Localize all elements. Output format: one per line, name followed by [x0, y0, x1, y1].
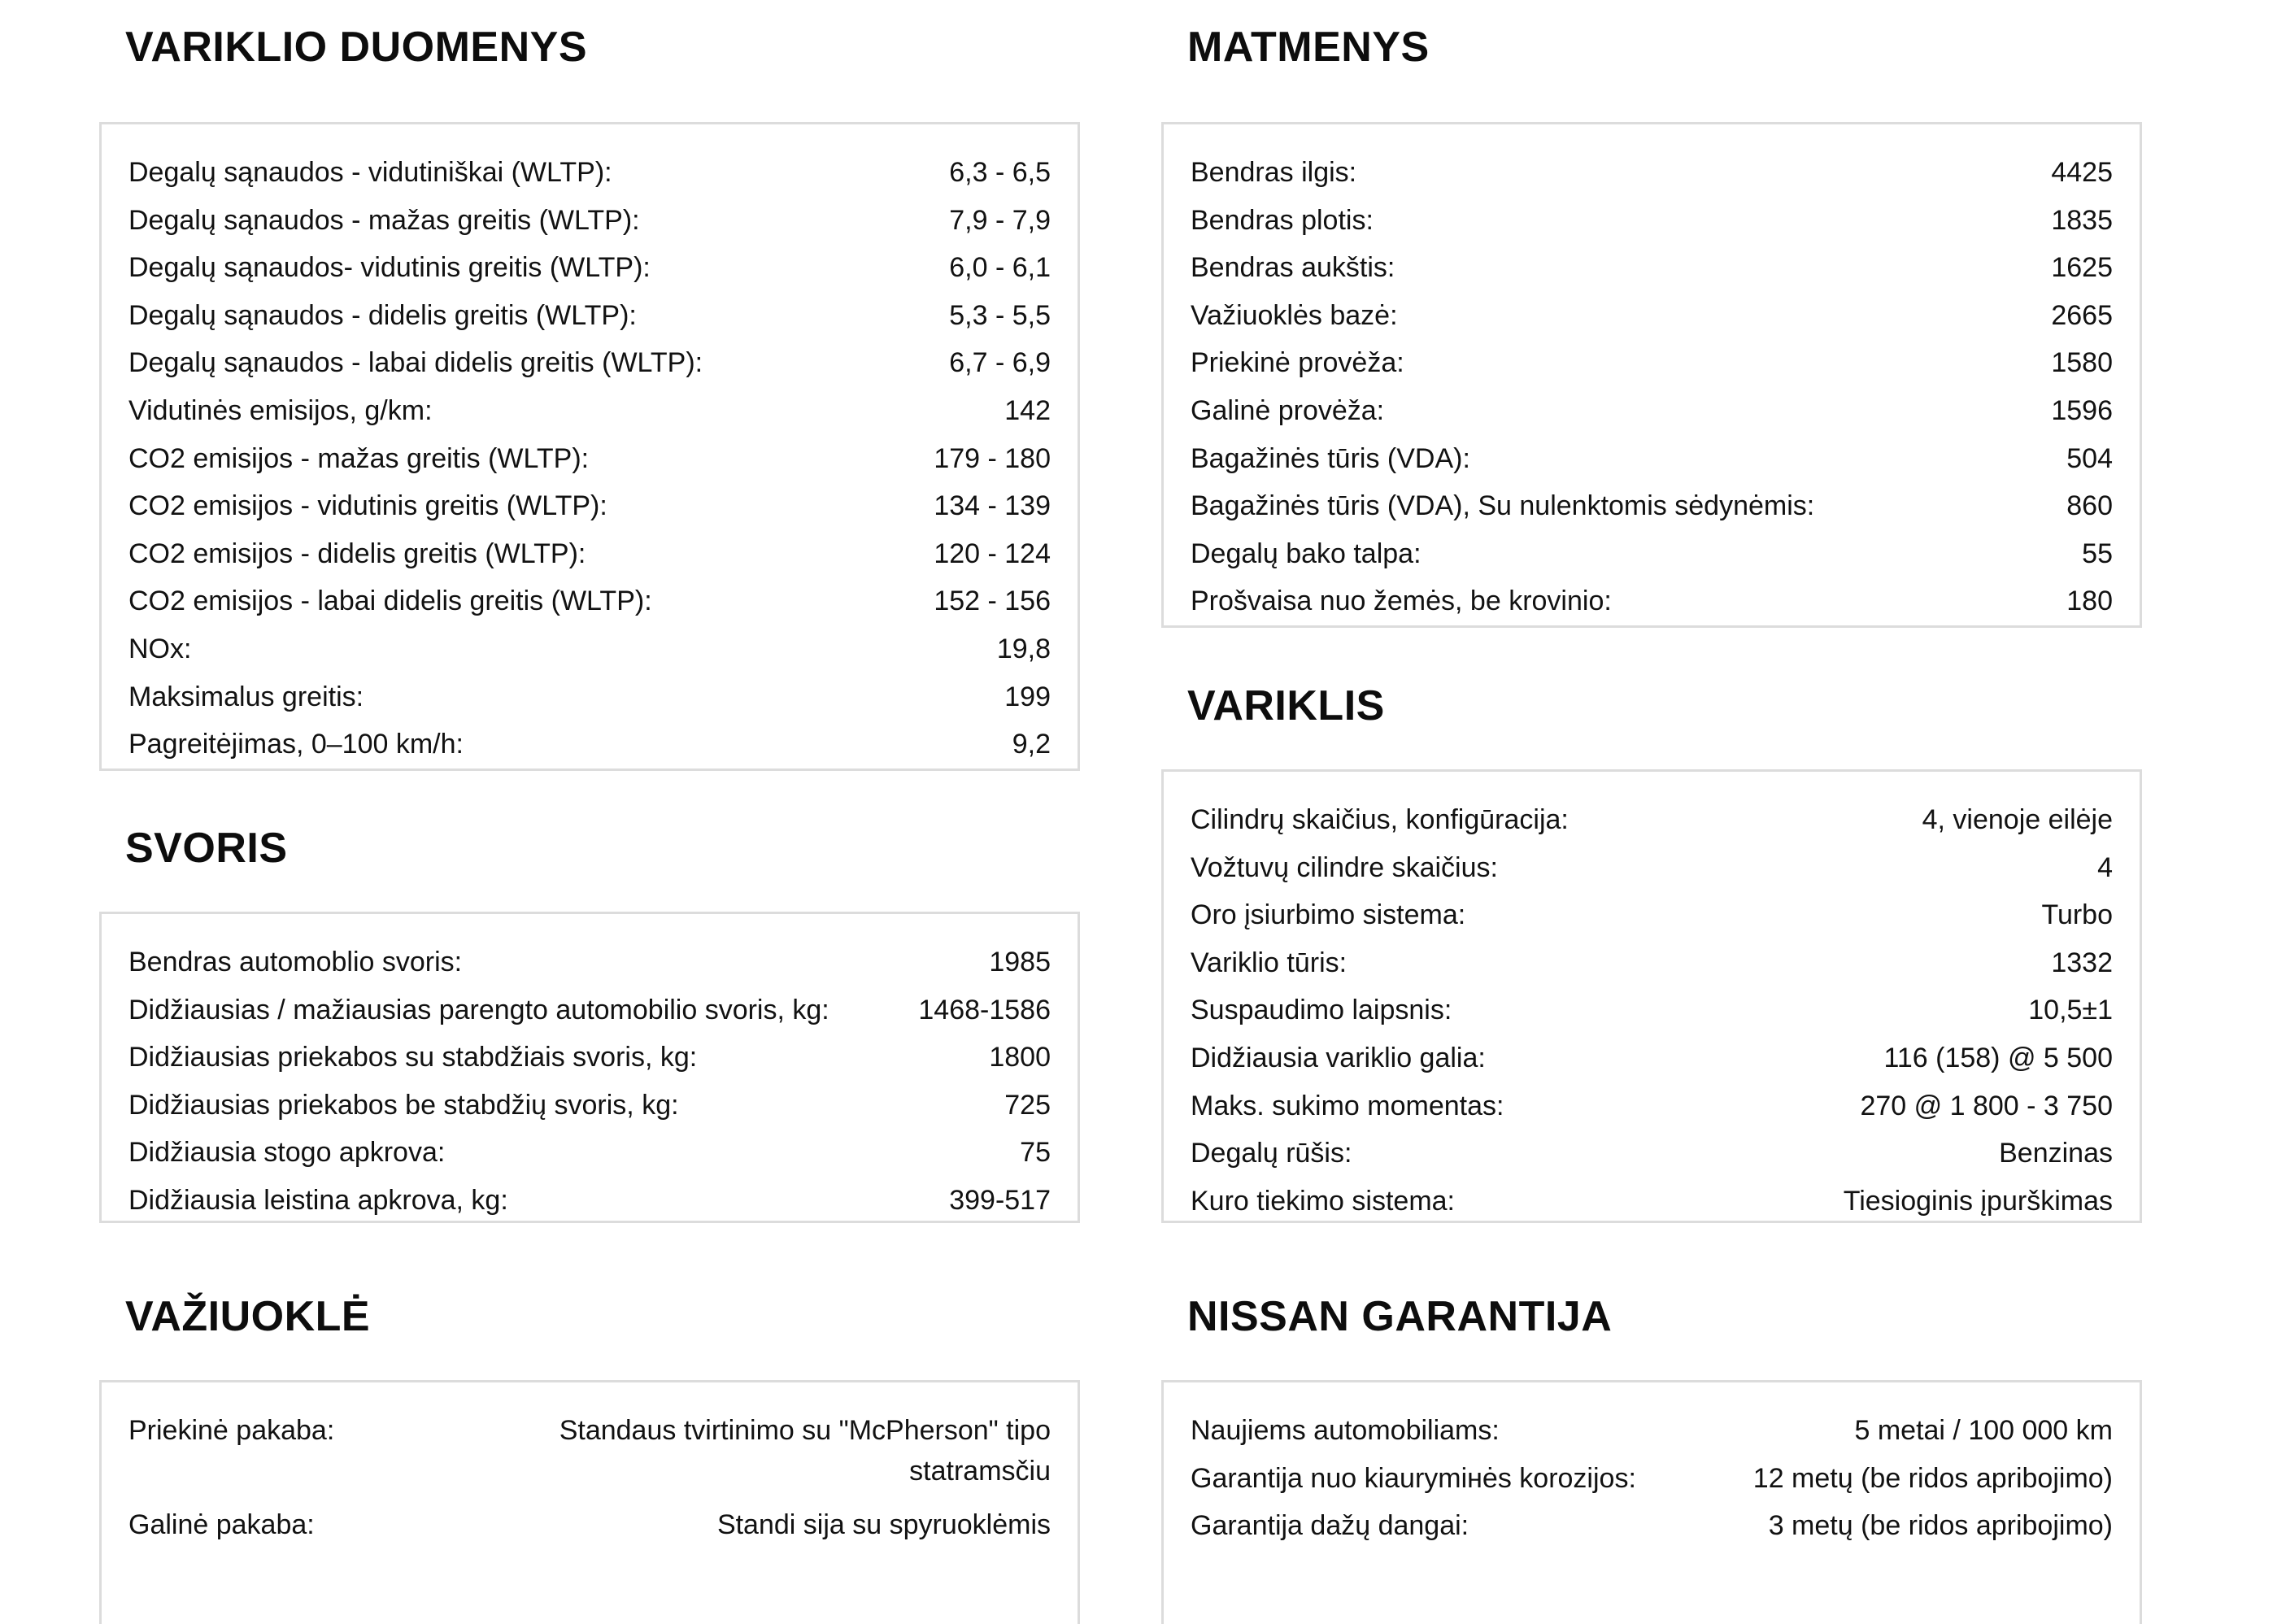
spec-row [128, 1410, 1051, 1504]
spec-row [1191, 533, 2113, 581]
spec-value: 1835 [2051, 204, 2113, 236]
spec-label: Degalų sąnaudos- vidutinis greitis (WLTP): [128, 252, 651, 284]
spec-label: CO2 emisijos - mažas greitis (WLTP): [128, 442, 590, 474]
spec-label: Didžiausias priekabos be stabdžių svoris, kg: [128, 1089, 679, 1121]
spec-value: 10,5±1 [2028, 995, 2113, 1026]
spec-label: Cilindrų skaičius, konfigūracija: [1191, 804, 1569, 835]
spec-value: 504 [2066, 442, 2113, 474]
section-nissan-garantija [1161, 1292, 2142, 1624]
spec-value: 179 - 180 [934, 442, 1051, 474]
spec-row [1191, 390, 2113, 438]
spec-row [1191, 1038, 2113, 1086]
spec-row [1191, 342, 2113, 390]
spec-label: Degalų sąnaudos - labai didelis greitis (WLTP): [128, 347, 703, 379]
spec-row [1191, 990, 2113, 1038]
spec-value: 3 metų (be ridos apribojimo) [1768, 1510, 2113, 1542]
spec-value: 180 [2066, 586, 2113, 617]
spec-row [128, 629, 1051, 677]
spec-value: 860 [2066, 490, 2113, 522]
spec-label: CO2 emisijos - labai didelis greitis (WLTP): [128, 586, 652, 617]
spec-row [128, 1085, 1051, 1133]
spec-row [1191, 247, 2113, 295]
spec-row [128, 581, 1051, 629]
spec-value: 270 @ 1 800 - 3 750 [1860, 1090, 2113, 1121]
spec-row [128, 295, 1051, 343]
spec-label: Maks. sukimo momentas: [1191, 1090, 1504, 1121]
spec-row [128, 1132, 1051, 1180]
section-title: VAŽIUOKLĖ [125, 1293, 371, 1340]
spec-label: Priekinė provėža: [1191, 347, 1404, 379]
spec-row [1191, 1458, 2113, 1506]
spec-value: 19,8 [996, 633, 1051, 664]
spec-row [128, 1037, 1051, 1085]
spec-value: 5,3 - 5,5 [949, 299, 1051, 331]
spec-value: 1985 [989, 947, 1051, 977]
spec-row [1191, 1410, 2113, 1458]
spec-value: 1332 [2051, 947, 2113, 978]
spec-label: Bendras ilgis: [1191, 157, 1357, 188]
spec-row [1191, 152, 2113, 200]
spec-row [1191, 581, 2113, 628]
spec-label: Bendras plotis: [1191, 204, 1374, 236]
spec-label: Didžiausia stogo apkrova: [128, 1137, 446, 1169]
spec-value: 142 [1004, 394, 1051, 426]
spec-value: 6,0 - 6,1 [949, 252, 1051, 284]
spec-row [128, 342, 1051, 390]
spec-label: Variklio tūris: [1191, 947, 1347, 978]
spec-value: Standaus tvirtinimo su "McPherson" tipo statramsčiu [559, 1415, 1051, 1487]
section-variklis [1161, 681, 2142, 1223]
spec-row [1191, 200, 2113, 248]
spec-value: 55 [2082, 538, 2113, 569]
spec-row [1191, 485, 2113, 533]
spec-label: Kuro tiekimo sistema: [1191, 1185, 1455, 1217]
spec-value: 6,3 - 6,5 [949, 157, 1051, 188]
spec-table [99, 1380, 1080, 1624]
spec-row [1191, 1086, 2113, 1134]
spec-value: Standi sija su spyruoklėmis [716, 1509, 1051, 1540]
spec-value: 120 - 124 [934, 538, 1051, 569]
section-svoris [99, 824, 1080, 1223]
spec-value: Benzinas [1999, 1138, 2113, 1169]
section-title: MATMENYS [1187, 24, 1430, 71]
spec-label: Bendras aukštis: [1191, 252, 1395, 284]
spec-table [99, 122, 1080, 771]
spec-label: Suspaudimo laipsnis: [1191, 995, 1452, 1026]
spec-row [1191, 1181, 2113, 1223]
spec-value: 134 - 139 [934, 490, 1051, 522]
spec-label: Degalų rūšis: [1191, 1138, 1352, 1169]
spec-row [128, 677, 1051, 725]
spec-label: NOx: [128, 633, 192, 664]
section-title: VARIKLIO DUOMENYS [125, 24, 588, 71]
spec-row [128, 485, 1051, 533]
spec-row [128, 1504, 1051, 1552]
spec-value: 725 [1004, 1089, 1051, 1121]
spec-value: 4 [2097, 851, 2113, 883]
spec-label: Galinė pakaba: [128, 1509, 315, 1540]
spec-label: Naujiems automobiliams: [1191, 1415, 1500, 1446]
spec-value: 9,2 [1012, 729, 1051, 760]
spec-label: Garantija dažų dangai: [1191, 1510, 1469, 1542]
spec-row [1191, 1505, 2113, 1553]
spec-row [1191, 847, 2113, 895]
spec-value: 199 [1004, 681, 1051, 712]
spec-value: 5 metai / 100 000 km [1854, 1415, 2113, 1446]
spec-value: Tiesioginis įpurškimas [1843, 1185, 2113, 1217]
spec-value: Turbo [2041, 899, 2113, 931]
spec-label: Bagažinės tūris (VDA), Su nulenktomis sėdynėmis: [1191, 490, 1815, 522]
spec-value: 116 (158) @ 5 500 [1883, 1042, 2113, 1073]
spec-value: 7,9 - 7,9 [949, 204, 1051, 236]
spec-row [1191, 943, 2113, 991]
spec-label: CO2 emisijos - didelis greitis (WLTP): [128, 538, 586, 569]
spec-label: Važiuoklės bazė: [1191, 299, 1398, 331]
section-variklio-duomenys [99, 23, 1080, 771]
spec-value: 12 metų (be ridos apribojimo) [1752, 1462, 2113, 1494]
spec-label: Oro įsiurbimo sistema: [1191, 899, 1466, 931]
spec-label: Didžiausias / mažiausias parengto automobilio svoris, kg: [128, 994, 829, 1025]
spec-value: 152 - 156 [934, 586, 1051, 617]
spec-row [128, 200, 1051, 248]
spec-label: Degalų sąnaudos - didelis greitis (WLTP): [128, 299, 637, 331]
spec-row [128, 152, 1051, 200]
spec-value: 1580 [2051, 347, 2113, 379]
spec-value: 75 [1020, 1137, 1051, 1169]
spec-row [128, 533, 1051, 581]
spec-label: Bagažinės tūris (VDA): [1191, 442, 1470, 474]
spec-label: Pagreitėjimas, 0–100 km/h: [128, 729, 464, 760]
spec-value: 1468-1586 [918, 994, 1051, 1025]
spec-row [128, 438, 1051, 486]
spec-row [128, 724, 1051, 771]
spec-row [128, 1180, 1051, 1223]
spec-label: Maksimalus greitis: [128, 681, 364, 712]
spec-label: Didžiausia leistina apkrova, kg: [128, 1184, 508, 1216]
spec-label: CO2 emisijos - vidutinis greitis (WLTP): [128, 490, 607, 522]
spec-row [128, 390, 1051, 438]
spec-label: Prošvaisa nuo žemės, be krovinio: [1191, 586, 1612, 617]
spec-value: 1800 [989, 1042, 1051, 1073]
spec-label: Garantija nuo kiaurymінės korozijos: [1191, 1462, 1636, 1494]
section-title: NISSAN GARANTIJA [1187, 1293, 1613, 1340]
spec-value: 399-517 [949, 1184, 1051, 1216]
spec-value: 1625 [2051, 252, 2113, 284]
spec-row [1191, 295, 2113, 343]
section-vaziuokle [99, 1292, 1080, 1624]
spec-label: Priekinė pakaba: [128, 1415, 335, 1446]
spec-value: 4, vienoje eilėje [1922, 804, 2113, 835]
spec-label: Vožtuvų cilindre skaičius: [1191, 851, 1498, 883]
spec-value: 2665 [2051, 299, 2113, 331]
spec-row [1191, 895, 2113, 943]
spec-table [1161, 769, 2142, 1223]
spec-label: Vidutinės emisijos, g/km: [128, 394, 433, 426]
spec-value: 1596 [2051, 394, 2113, 426]
section-matmenys [1161, 23, 2142, 628]
spec-table [1161, 122, 2142, 628]
spec-label: Didžiausias priekabos su stabdžiais svoris, kg: [128, 1042, 698, 1073]
section-title: SVORIS [125, 825, 288, 872]
spec-table [1161, 1380, 2142, 1624]
spec-label: Galinė provėža: [1191, 394, 1385, 426]
spec-row [1191, 438, 2113, 486]
spec-row [128, 247, 1051, 295]
section-title: VARIKLIS [1187, 682, 1385, 729]
spec-table [99, 912, 1080, 1223]
spec-row [1191, 1133, 2113, 1181]
spec-label: Degalų sąnaudos - mažas greitis (WLTP): [128, 204, 640, 236]
spec-label: Bendras automoblio svoris: [128, 947, 463, 977]
spec-row [128, 942, 1051, 990]
spec-row [128, 990, 1051, 1038]
spec-row [1191, 799, 2113, 847]
spec-label: Degalų sąnaudos - vidutiniškai (WLTP): [128, 157, 612, 188]
spec-label: Didžiausia variklio galia: [1191, 1042, 1486, 1073]
spec-label: Degalų bako talpa: [1191, 538, 1421, 569]
spec-value: 4425 [2051, 157, 2113, 188]
spec-value: 6,7 - 6,9 [949, 347, 1051, 379]
